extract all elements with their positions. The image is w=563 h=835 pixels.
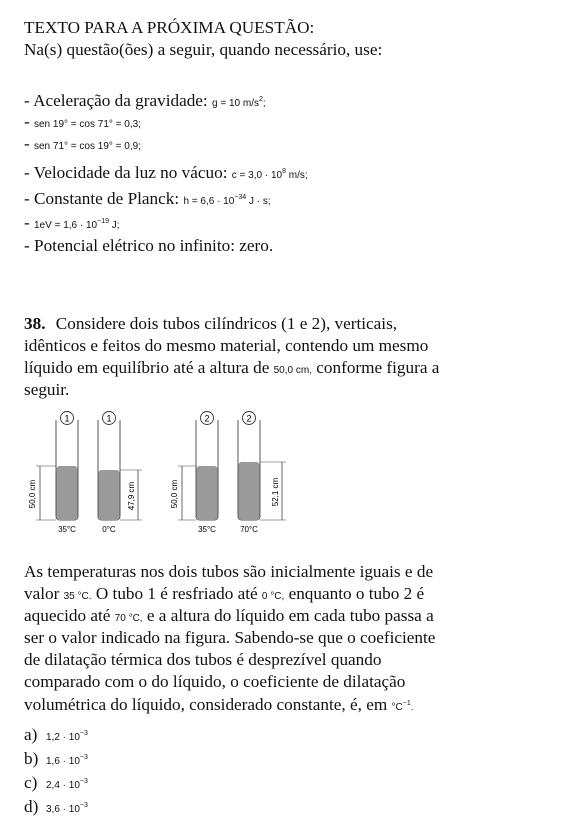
tube-label: 2 <box>246 413 252 424</box>
tube-label: 2 <box>204 413 210 424</box>
tube-1-initial <box>28 412 78 535</box>
question-line-3: líquido em equilíbrio até a altura de 50,0 cm, conforme figura a <box>24 358 440 377</box>
body-line-2: valor 35 °C. O tubo 1 é resfriado até 0 °C, enquanto o tubo 2 é <box>24 584 425 603</box>
option-value: $1,2 \cdot 10^{-3}$ <box>46 730 88 743</box>
temperature-label: 35°C <box>58 525 76 534</box>
tube-1-cooled <box>98 412 142 535</box>
planck-label: - Constante de Planck: <box>24 189 180 208</box>
question-line-4: seguir. <box>24 380 70 399</box>
gravity-label: - Aceleração da gravidade: <box>24 91 208 110</box>
height-label: 52,1 cm <box>271 477 280 507</box>
temperature-label: 0°C <box>102 525 116 534</box>
ev-value: $1eV = 1,6 \cdot 10^{-19}$ J; <box>34 218 120 231</box>
sen71-value: sen 71° = cos 19° = 0,9; <box>34 141 141 152</box>
body-line-4: ser o valor indicado na figura. Sabendo-se que o coeficiente <box>24 628 436 647</box>
intro-text: Na(s) questão(ões) a seguir, quando necessário, use: <box>24 40 383 59</box>
section-title: TEXTO PARA A PRÓXIMA QUESTÃO: <box>24 18 315 37</box>
sen71-line: - sen 71° = cos 19° = 0,9; <box>24 134 141 153</box>
ev-line: - $1eV = 1,6 \cdot 10^{-19}$ J; <box>24 213 120 232</box>
body-line-3: aquecido até 70 °C, e a altura do líquido em cada tubo passa a <box>24 606 434 625</box>
planck-line <box>24 188 271 212</box>
question-line-2: idênticos e feitos do mesmo material, contendo um mesmo <box>24 336 429 355</box>
initial-height-value: 50,0 cm, <box>273 365 312 376</box>
gravity-value: g = 10 $m/s^2$; <box>212 96 266 109</box>
body-line-5: de dilatação térmica dos tubos é desprezível quando <box>24 650 382 669</box>
sen19-line: - sen 19° = cos 71° = 0,3; <box>24 112 141 131</box>
tube-label: 1 <box>106 413 112 424</box>
light-label: - Velocidade da luz no vácuo: <box>24 163 228 182</box>
potential-line: - Potencial elétrico no infinito: zero. <box>24 236 274 255</box>
height-label: 50,0 cm <box>28 479 37 509</box>
option-value: $3,6 \cdot 10^{-3}$ <box>46 802 88 815</box>
height-label: 50,0 cm <box>170 479 179 509</box>
light-line <box>24 162 308 186</box>
light-value: $c = 3,0 \cdot 10^8$ m/s; <box>231 168 308 181</box>
option-a[interactable]: a) $1,2 \cdot 10^{-3}$ <box>24 725 88 744</box>
question-line-1: 38. Considere dois tubos cilíndricos (1 e 2), verticais, <box>24 314 398 333</box>
planck-value: $h = 6,6 \cdot 10^{-34}$ J · s; <box>183 194 271 207</box>
option-value: $1,6 \cdot 10^{-3}$ <box>46 754 88 767</box>
option-c[interactable]: c) $2,4 \cdot 10^{-3}$ <box>24 773 88 792</box>
temperature-label: 35°C <box>198 525 216 534</box>
body-line-6: comparado com o do líquido, o coeficiente de dilatação <box>24 672 406 691</box>
option-value: $2,4 \cdot 10^{-3}$ <box>46 778 88 791</box>
tube-2-initial <box>170 412 218 535</box>
option-d[interactable]: d) $3,6 \cdot 10^{-3}$ <box>24 797 88 816</box>
question-number: 38. <box>24 314 46 333</box>
gravity-line <box>24 90 266 114</box>
body-line-1: As temperaturas nos dois tubos são inicialmente iguais e de <box>24 562 434 581</box>
body-line-7: volumétrica do líquido, considerado constante, é, em $^\circ C^{-1}$. <box>24 695 414 714</box>
tube-2-heated <box>238 412 286 535</box>
height-label: 47,9 cm <box>127 481 136 511</box>
temperature-label: 70°C <box>240 525 258 534</box>
tubes-figure <box>0 408 563 540</box>
sen19-value: sen 19° = cos 71° = 0,3; <box>34 119 141 130</box>
tube-label: 1 <box>64 413 70 424</box>
option-b[interactable]: b) $1,6 \cdot 10^{-3}$ <box>24 749 88 768</box>
